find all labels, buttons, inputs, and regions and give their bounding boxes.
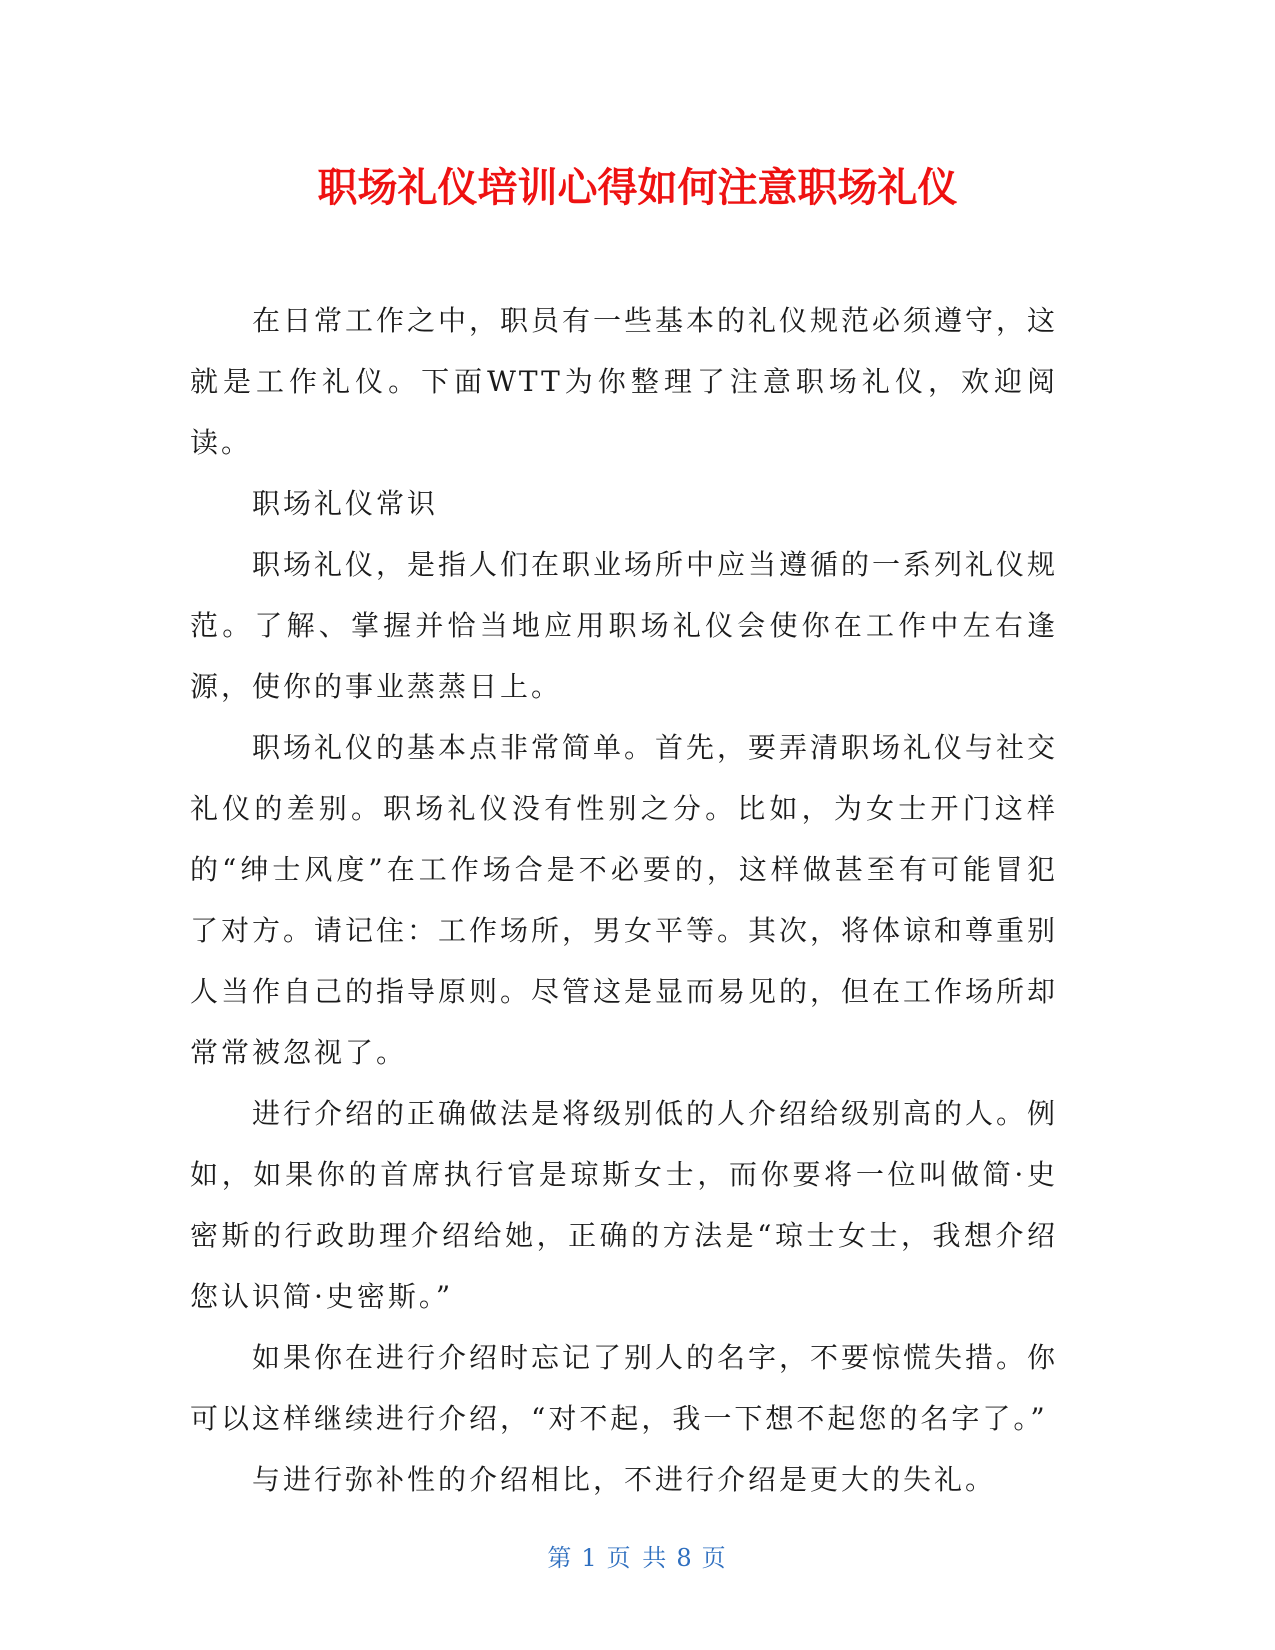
paragraph-basics: 职场礼仪的基本点非常简单。首先，要弄清职场礼仪与社交礼仪的差别。职场礼仪没有性别之分。比如，为女士开门这样的“绅士风度”在工作场合是不必要的，这样做甚至有可能冒犯了对方。请记住：工作场所，男女平等。其次，将体谅和尊重别人当作自己的指导原则。尽管这是显而易见的，但在工作场所却常常被忽视了。	[190, 731, 1059, 1069]
paragraph-introductions: 进行介绍的正确做法是将级别低的人介绍给级别高的人。例如，如果你的首席执行官是琼斯女士，而你要将一位叫做简·史密斯的行政助理介绍给她，正确的方法是“琼士女士，我想介绍您认识简·史密斯。”	[190, 1097, 1059, 1313]
total-pages-number: 8	[676, 1544, 694, 1572]
section-heading: 职场礼仪常识	[252, 487, 439, 520]
paragraph-definition: 职场礼仪，是指人们在职业场所中应当遵循的一系列礼仪规范。了解、掌握并恰当地应用职场礼仪会使你在工作中左右逢源，使你的事业蒸蒸日上。	[190, 548, 1059, 703]
document-title: 职场礼仪培训心得如何注意职场礼仪	[317, 165, 958, 211]
current-page-number: 1	[581, 1544, 599, 1572]
page-label-suffix: 页	[701, 1544, 728, 1572]
page-label-prefix: 第	[547, 1544, 574, 1572]
paragraph-intro: 在日常工作之中，职员有一些基本的礼仪规范必须遵守，这就是工作礼仪。下面WTT为你整理了注意职场礼仪，欢迎阅读。	[190, 304, 1059, 459]
paragraph-forgot-name: 如果你在进行介绍时忘记了别人的名字，不要惊慌失措。你可以这样继续进行介绍，“对不起，我一下想不起您的名字了。”	[190, 1341, 1059, 1435]
document-body	[190, 290, 1058, 1510]
paragraph-conclusion: 与进行弥补性的介绍相比，不进行介绍是更大的失礼。	[252, 1463, 997, 1496]
page-label-mid: 页 共	[606, 1544, 669, 1572]
page-number-footer	[0, 1542, 1275, 1574]
